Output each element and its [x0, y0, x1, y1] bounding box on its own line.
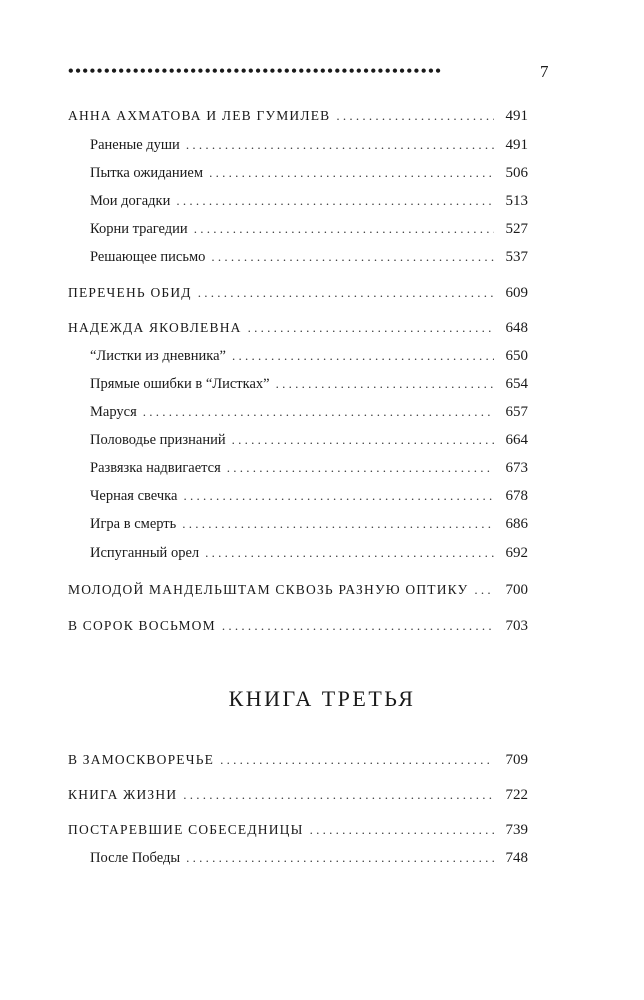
toc-entry-title: Испуганный орел: [90, 545, 200, 561]
toc-entry[interactable]: [90, 541, 528, 565]
header-dot-rule: ••••••••••••••••••••••••••••••••••••••••••••••••••••: [68, 63, 443, 80]
dot-leader: [209, 161, 494, 185]
page-number: 7: [540, 62, 549, 81]
toc-entry[interactable]: [68, 281, 528, 305]
toc-entry[interactable]: [68, 748, 528, 772]
dot-leader: [183, 783, 494, 807]
toc-entry[interactable]: [68, 783, 528, 807]
toc-entry-title: Мои догадки: [90, 193, 171, 209]
dot-leader: [183, 484, 494, 508]
toc-entry[interactable]: [90, 344, 528, 368]
section-heading: КНИГА ТРЕТЬЯ: [228, 686, 416, 711]
toc-entry-title: “Листки из дневника”: [90, 348, 226, 364]
dot-leader: [248, 316, 494, 340]
toc-entry-title: МОЛОДОЙ МАНДЕЛЬШТАМ СКВОЗЬ РАЗНУЮ ОПТИКУ: [68, 582, 469, 597]
toc-entry-page: 692: [505, 545, 528, 561]
toc-entry-title: НАДЕЖДА ЯКОВЛЕВНА: [68, 320, 242, 335]
toc-entry-title: АННА АХМАТОВА И ЛЕВ ГУМИЛЕВ: [68, 108, 331, 123]
toc-entry[interactable]: [68, 316, 528, 340]
dot-leader: [222, 614, 494, 638]
toc-entry-title: Решающее письмо: [90, 249, 206, 265]
dot-leader: [143, 400, 494, 424]
toc-entry-page: 700: [505, 582, 528, 598]
toc-entry-page: 709: [505, 752, 528, 768]
toc-entry[interactable]: [90, 456, 528, 480]
dot-leader: [186, 846, 494, 870]
toc-entry-page: 650: [505, 348, 528, 364]
toc-entry-page: 513: [505, 193, 528, 209]
toc-entry-title: Половодье признаний: [90, 432, 226, 448]
dot-leader: [227, 456, 494, 480]
dot-leader: [205, 541, 494, 565]
dot-leader: [176, 189, 494, 213]
toc-entry-page: 722: [505, 787, 528, 803]
toc-entry[interactable]: [90, 846, 528, 870]
toc-entry-title: Прямые ошибки в “Листках”: [90, 376, 270, 392]
toc-entry[interactable]: [90, 484, 528, 508]
toc-entry-page: 703: [505, 618, 528, 634]
toc-entry-title: ПЕРЕЧЕНЬ ОБИД: [68, 285, 192, 300]
toc-entry-title: После Победы: [90, 850, 181, 866]
toc-entry[interactable]: [90, 245, 528, 269]
toc-entry-title: ПОСТАРЕВШИЕ СОБЕСЕДНИЦЫ: [68, 822, 304, 837]
toc-entry[interactable]: [90, 372, 528, 396]
toc-entry-title: Черная свечка: [90, 488, 178, 504]
toc-entry-title: Раненые души: [90, 137, 180, 153]
dot-leader: [198, 281, 494, 305]
toc-entry-page: 537: [505, 249, 528, 265]
toc-entry-title: Маруся: [90, 404, 137, 420]
dot-leader: [232, 344, 494, 368]
page-header: [68, 62, 528, 82]
toc-entry-page: 506: [505, 165, 528, 181]
toc-entry-title: В СОРОК ВОСЬМОМ: [68, 618, 216, 633]
toc-entry-title: В ЗАМОСКВОРЕЧЬЕ: [68, 752, 215, 767]
toc-entry-page: 678: [505, 488, 528, 504]
toc-entry[interactable]: [90, 400, 528, 424]
toc-entry[interactable]: [90, 133, 528, 157]
toc-entry-page: 748: [505, 850, 528, 866]
toc-entry[interactable]: [68, 104, 528, 128]
toc-entry-page: 491: [505, 108, 528, 124]
toc-entry[interactable]: [68, 818, 528, 842]
dot-leader: [194, 217, 494, 241]
toc-entry[interactable]: [90, 512, 528, 536]
toc-entry-title: Развязка надвигается: [90, 460, 221, 476]
toc-entry-page: 673: [505, 460, 528, 476]
dot-leader: [310, 818, 494, 842]
dot-leader: [232, 428, 494, 452]
dot-leader: [186, 133, 494, 157]
toc-entry-page: 664: [505, 432, 528, 448]
toc-entry[interactable]: [90, 428, 528, 452]
dot-leader: [474, 578, 494, 602]
toc-entry-page: 527: [505, 221, 528, 237]
toc-entry[interactable]: [90, 189, 528, 213]
toc-entry-page: 609: [505, 285, 528, 301]
toc-entry-title: Корни трагедии: [90, 221, 188, 237]
toc-entry-page: 648: [505, 320, 528, 336]
toc-entry[interactable]: [90, 161, 528, 185]
toc-entry-page: 491: [505, 137, 528, 153]
toc-entry[interactable]: [90, 217, 528, 241]
toc-entry[interactable]: [68, 614, 528, 638]
toc-entry-page: 654: [505, 376, 528, 392]
toc-entry-page: 739: [505, 822, 528, 838]
toc-entry-page: 686: [505, 516, 528, 532]
toc-entry-title: Игра в смерть: [90, 516, 177, 532]
dot-leader: [220, 748, 494, 772]
toc-entry-title: КНИГА ЖИЗНИ: [68, 787, 178, 802]
toc-entry-page: 657: [505, 404, 528, 420]
toc-entry[interactable]: [68, 578, 528, 602]
dot-leader: [182, 512, 494, 536]
dot-leader: [211, 245, 494, 269]
toc-entry-title: Пытка ожиданием: [90, 165, 204, 181]
dot-leader: [336, 104, 494, 128]
dot-leader: [276, 372, 494, 396]
